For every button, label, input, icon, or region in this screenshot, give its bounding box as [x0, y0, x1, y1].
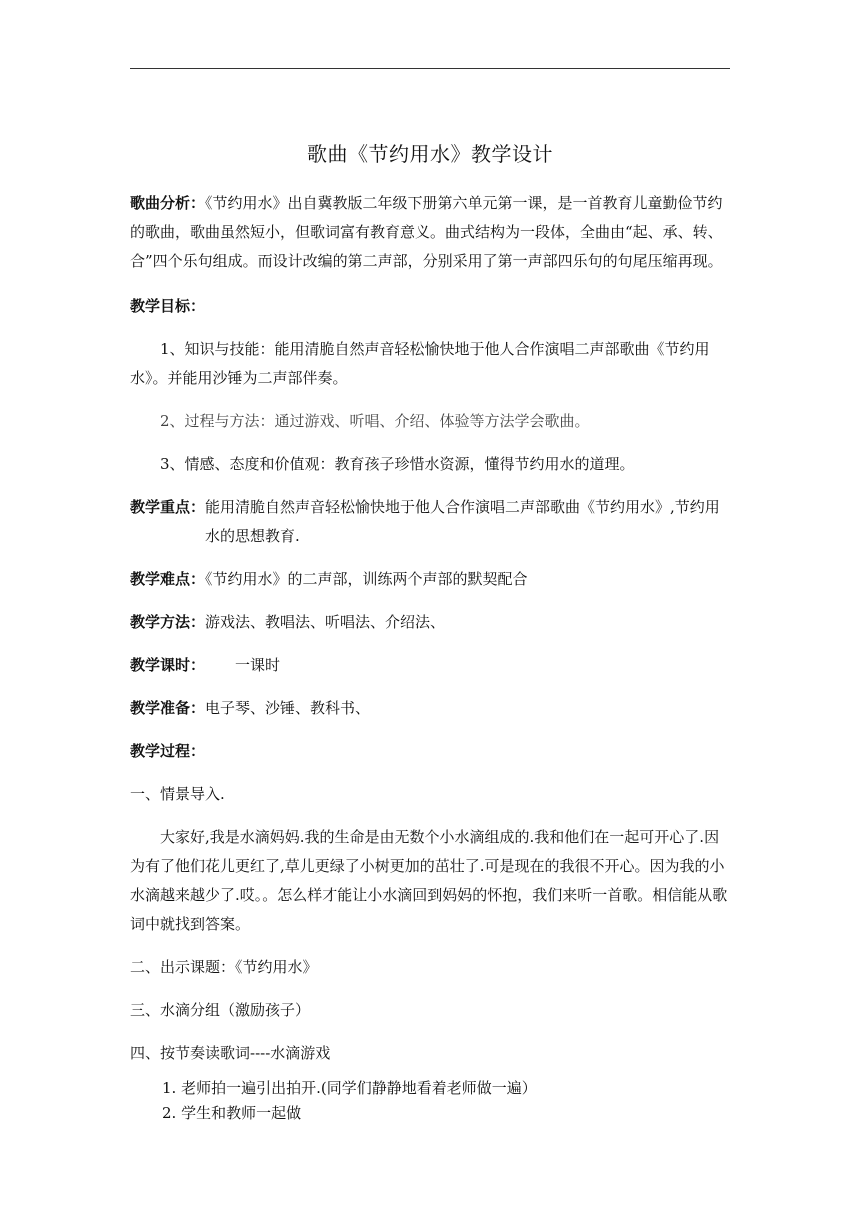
- process-section-1: 一、情景导入.: [130, 785, 225, 803]
- difficulty-text: 《节约用水》的二声部，训练两个声部的默契配合: [205, 570, 528, 588]
- class-hours: [130, 651, 730, 680]
- process-section-1-text: 大家好,我是水滴妈妈.我的生命是由无数个小水滴组成的.我和他们在一起可开心了.因为有了他们花儿更红了,草儿更绿了小树更加的茁壮了.可是现在的我很不开心。因为我的小水滴越来越少了.哎。。怎么样才能让小水滴回到妈妈的怀抱，我们来听一首歌。相信能从歌词中就找到答案。: [130, 828, 728, 933]
- preparation: [130, 694, 730, 723]
- methods-label: 教学方法：: [130, 613, 206, 631]
- difficulty-label: 教学难点：: [130, 570, 206, 588]
- key-points-label: 教学重点：: [130, 498, 206, 516]
- preparation-label: 教学准备：: [130, 699, 206, 717]
- document-title: 歌曲《节约用水》教学设计: [307, 142, 553, 166]
- goal-item: 3、情感、态度和价值观：教育孩子珍惜水资源，懂得节约用水的道理。: [160, 455, 635, 473]
- process-heading: 教学过程：: [130, 742, 206, 760]
- goal-item: 1、知识与技能：能用清脆自然声音轻松愉快地于他人合作演唱二声部歌曲《节约用水》。并能用沙锤为二声部伴奏。: [130, 340, 710, 387]
- key-points: [130, 493, 730, 551]
- difficulty: [130, 565, 730, 594]
- document-body: [130, 138, 730, 1126]
- step-item: 2. 学生和教师一起做: [162, 1104, 302, 1122]
- preparation-text: 电子琴、沙锤、教科书、: [205, 699, 371, 717]
- goals-heading: 教学目标：: [130, 297, 206, 315]
- key-points-text: 能用清脆自然声音轻松愉快地于他人合作演唱二声部歌曲《节约用水》,节约用水的思想教育.: [205, 498, 720, 545]
- song-analysis: [130, 189, 730, 276]
- goal-item: 2、过程与方法：通过游戏、听唱、介绍、体验等方法学会歌曲。: [160, 412, 590, 430]
- song-analysis-text: 《节约用水》出自冀教版二年级下册第六单元第一课，是一首教育儿童勤俭节约的歌曲，歌曲虽然短小，但歌词富有教育意义。曲式结构为一段体，全曲由“起、承、转、合”四个乐句组成。而设计改编的第二声部，分别采用了第一声部四乐句的句尾压缩再现。: [130, 194, 723, 270]
- class-hours-text: 一课时: [235, 656, 281, 674]
- step-item: 1. 老师拍一遍引出拍开.(同学们静静地看着老师做一遍）: [162, 1079, 537, 1097]
- process-section-3: 三、水滴分组（激励孩子）: [130, 1001, 311, 1019]
- class-hours-label: 教学课时：: [130, 656, 206, 674]
- header-rule: [130, 68, 730, 69]
- step-list: [162, 1076, 730, 1126]
- methods-text: 游戏法、教唱法、听唱法、介绍法、: [205, 613, 446, 631]
- process-section-2: 二、出示课题：《节约用水》: [130, 958, 318, 976]
- song-analysis-label: 歌曲分析：: [130, 194, 206, 212]
- methods: [130, 608, 730, 637]
- process-section-4: 四、按节奏读歌词----水滴游戏: [130, 1044, 331, 1062]
